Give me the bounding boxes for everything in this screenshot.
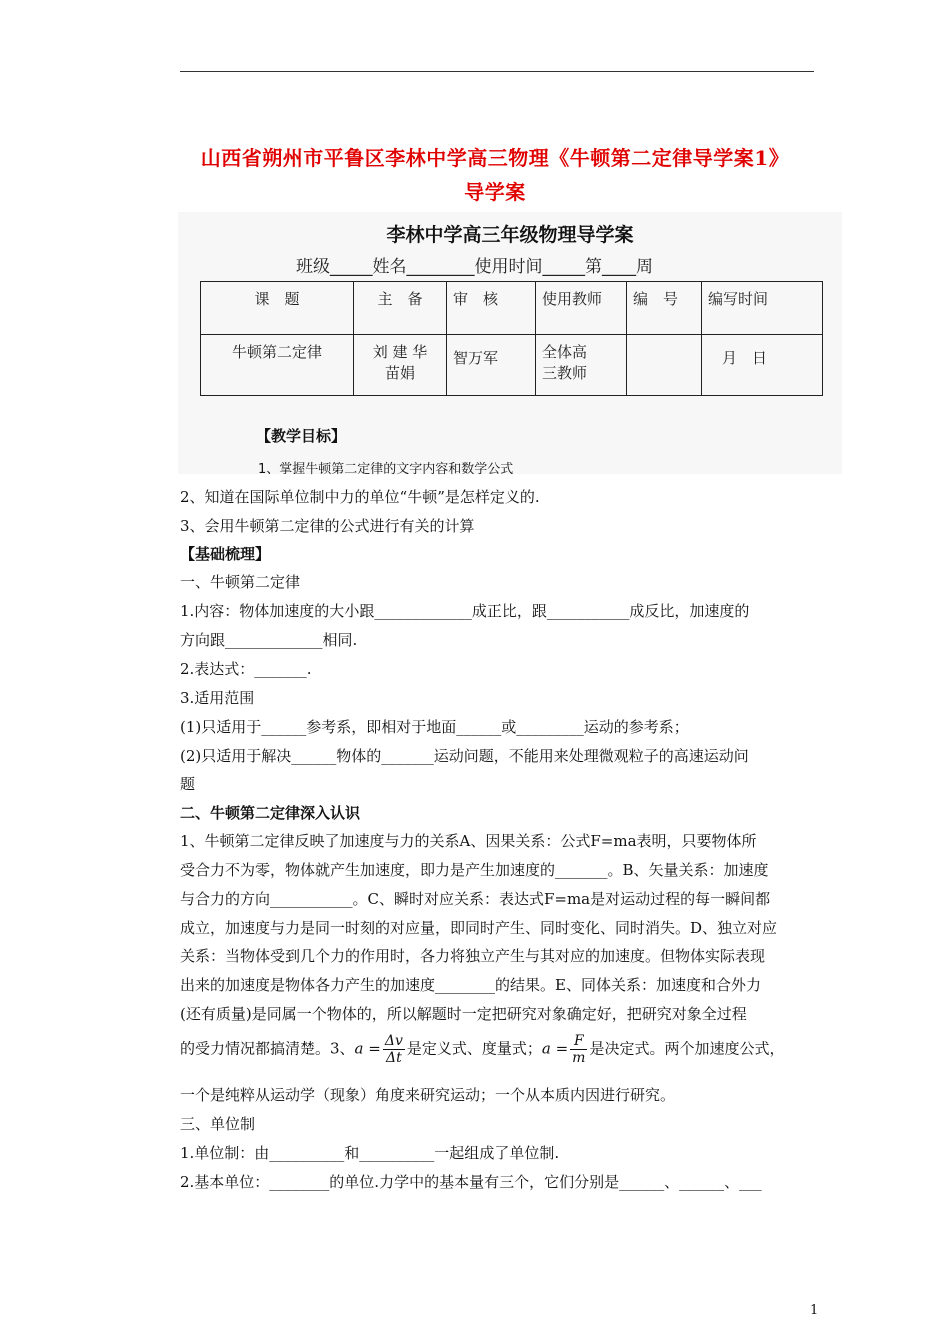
scope-item-1: (1)只适用于______参考系，即相对于地面______或_________运动的参考系；	[180, 718, 689, 736]
base-unit-line: 2.基本单位：________的单位.力学中的基本量有三个，它们分别是______、______、___	[180, 1173, 762, 1191]
header-cell-topic: 课 题	[201, 282, 354, 335]
formula-line	[180, 1033, 814, 1066]
formula2-numerator: F	[570, 1033, 587, 1050]
content-line-2: 方向跟_____________相同.	[180, 631, 358, 649]
document-title-line2: 导学案	[464, 180, 526, 204]
scope-item-2-cont: 题	[180, 775, 196, 793]
cell-reviewer: 智万军	[447, 335, 536, 396]
section2-line-1: 1、牛顿第二定律反映了加速度与力的关系A、因果关系：公式F=ma表明，只要物体所	[180, 832, 757, 850]
formula2-fraction	[570, 1033, 587, 1066]
unit-system-line: 1.单位制：由__________和__________一起组成了单位制.	[180, 1144, 560, 1162]
header-cell-reviewer: 审 核	[447, 282, 536, 335]
goal-item-2: 2、知道在国际单位制中力的单位“牛顿”是怎样定义的.	[180, 488, 540, 506]
content-line-1: 1.内容：物体加速度的大小跟_____________成正比，跟___________成反比，加速度的	[180, 602, 750, 620]
info-table-data-row	[201, 335, 823, 396]
header-cell-number: 编 号	[627, 282, 702, 335]
scope-item-2: (2)只适用于解决______物体的_______运动问题，不能用来处理微观粒子的高速运动问	[180, 747, 749, 765]
section2-line-5: 关系：当物体受到几个力的作用时，各力将独立产生与其对应的加速度。但物体实际表现	[180, 947, 766, 965]
formula-line-text-c: 是决定式。两个加速度公式，	[589, 1039, 785, 1058]
section2-line-2: 受合力不为零，物体就产生加速度，即力是产生加速度的_______。B、矢量关系：加速度	[180, 861, 769, 879]
info-table	[200, 281, 823, 396]
section2-line-6: 出来的加速度是物体各力产生的加速度________的结果。E、同体关系：加速度和合外力	[180, 976, 761, 994]
formula1-fraction	[383, 1033, 405, 1066]
header-cell-teachers: 使用教师	[536, 282, 627, 335]
header-cell-author: 主 备	[354, 282, 447, 335]
goal-item-3: 3、会用牛顿第二定律的公式进行有关的计算	[180, 517, 475, 535]
cell-teachers: 全体高 三教师	[536, 335, 627, 396]
page-number: 1	[810, 1303, 819, 1318]
section1-heading: 一、牛顿第二定律	[180, 573, 301, 591]
formula2-lhs: a =	[541, 1039, 569, 1058]
formula-line-text-a: 的受力情况都搞清楚。3、	[180, 1039, 355, 1058]
cell-topic: 牛顿第二定律	[201, 335, 354, 396]
section2-line-3: 与合力的方向___________。C、瞬时对应关系：表达式F=ma是对运动过程的每一瞬间都	[180, 890, 771, 908]
section2-line-9: 一个是纯粹从运动学（现象）角度来研究运动；一个从本质内因进行研究。	[180, 1086, 676, 1104]
basics-heading: 【基础梳理】	[180, 545, 271, 563]
info-table-header-row	[201, 282, 823, 335]
section2-line-4: 成立，加速度与力是同一时刻的对应量，即同时产生、同时变化、同时消失。D、独立对应	[180, 919, 778, 937]
goal-heading: 【教学目标】	[256, 427, 347, 445]
section3-heading: 三、单位制	[180, 1115, 256, 1133]
section2-line-7: (还有质量)是同属一个物体的，所以解题时一定把研究对象确定好，把研究对象全过程	[180, 1005, 747, 1023]
cell-date: 月 日	[702, 335, 823, 396]
formula1-lhs: a =	[354, 1039, 381, 1058]
header-cell-date: 编写时间	[702, 282, 823, 335]
formula-line-text-b: 是定义式、度量式；	[406, 1039, 542, 1058]
formula2-denominator: m	[572, 1050, 586, 1066]
header-rule	[180, 71, 814, 72]
formula1-denominator: Δt	[385, 1050, 402, 1066]
expression-line: 2.表达式：_______.	[180, 660, 312, 678]
goal-item-1: 1、掌握牛顿第二定律的文字内容和数学公式	[258, 462, 514, 477]
document-title-line1: 山西省朔州市平鲁区李林中学高三物理《牛顿第二定律导学案1》	[200, 146, 790, 170]
cell-number	[627, 335, 702, 396]
cell-author: 刘 建 华 苗娟	[354, 335, 447, 396]
formula1-numerator: Δv	[384, 1033, 403, 1049]
scan-title: 李林中学高三年级物理导学案	[386, 224, 634, 246]
scanned-header-image	[178, 212, 842, 477]
scan-subtitle: 班级_____姓名________使用时间_____第____周	[296, 257, 653, 277]
section2-heading: 二、牛顿第二定律深入认识	[180, 804, 361, 822]
scope-heading: 3.适用范围	[180, 689, 255, 707]
